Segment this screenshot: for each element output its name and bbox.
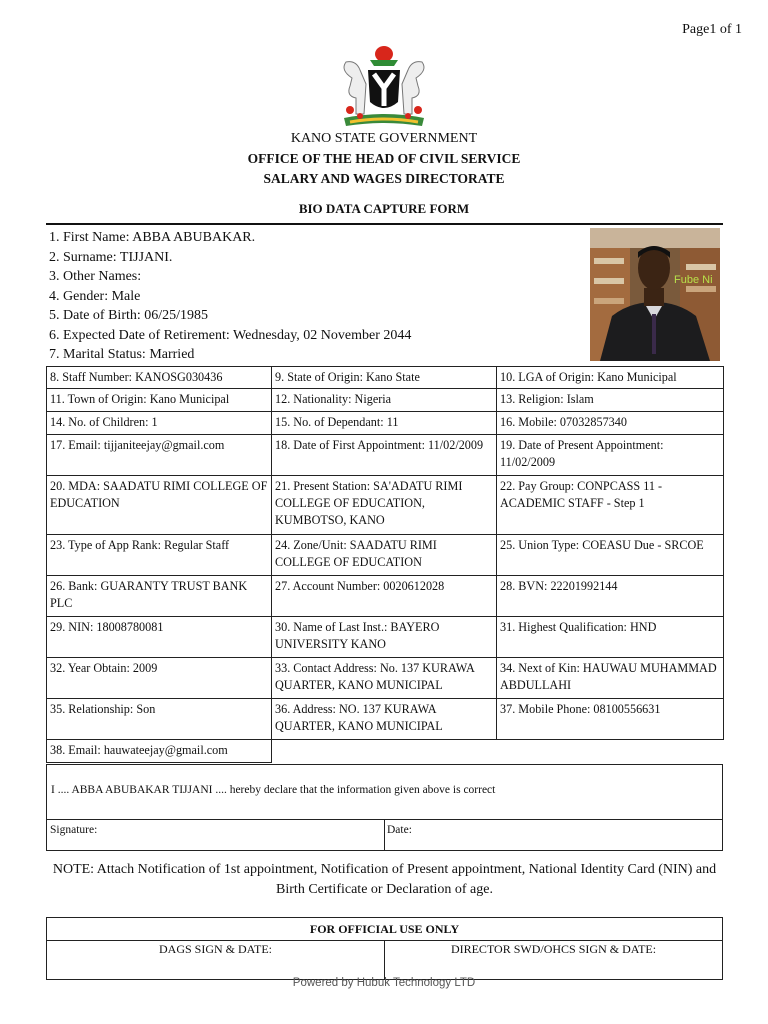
table-row [47,435,724,476]
header-state: KANO STATE GOVERNMENT [290,131,478,146]
field-mda: 20. MDA: SAADATU RIMI COLLEGE OF EDUCATION [47,476,272,535]
field-town-of-origin: 11. Town of Origin: Kano Municipal [47,389,272,412]
field-dependants: 15. No. of Dependant: 11 [272,412,497,435]
field-email: 17. Email: tijjaniteejay@gmail.com [47,435,272,476]
declaration-text: I .... ABBA ABUBAKAR TIJJANI .... hereby declare that the information given above is correct [51,784,496,796]
field-children: 14. No. of Children: 1 [47,412,272,435]
header-directorate: SALARY AND WAGES DIRECTORATE [263,171,505,186]
field-qualification: 31. Highest Qualification: HND [497,617,724,658]
field-state-of-origin: 9. State of Origin: Kano State [272,367,497,389]
photo-watermark: Fube Ni [674,274,713,286]
bio-marital-status: 7. Marital Status: Married [49,347,195,362]
director-sign-label: DIRECTOR SWD/OHCS SIGN & DATE: [450,942,657,956]
field-relationship: 35. Relationship: Son [47,699,272,740]
table-row [47,389,724,412]
nigeria-coat-of-arms-icon [330,40,438,132]
bio-other-names: 3. Other Names: [49,269,142,284]
field-present-station: 21. Present Station: SA'ADATU RIMI COLLEGE OF EDUCATION, KUMBOTSO, KANO [272,476,497,535]
field-mobile: 16. Mobile: 07032857340 [497,412,724,435]
bio-date-of-birth: 5. Date of Birth: 06/25/1985 [49,308,209,323]
field-zone-unit: 24. Zone/Unit: SAADATU RIMI COLLEGE OF EDUCATION [272,535,497,576]
bio-surname: 2. Surname: TIJJANI. [49,249,173,265]
signature-row [46,819,723,851]
table-row [47,412,724,435]
form-title: BIO DATA CAPTURE FORM [298,201,470,216]
date-label: Date: [387,824,412,836]
header-office: OFFICE OF THE HEAD OF CIVIL SERVICE [247,151,521,166]
signature-label: Signature: [50,824,98,836]
table-row [47,617,724,658]
table-row [47,576,724,617]
field-contact-address: 33. Contact Address: No. 137 KURAWA QUARTER, KANO MUNICIPAL [272,658,497,699]
field-app-rank: 23. Type of App Rank: Regular Staff [47,535,272,576]
attachment-note: NOTE: Attach Notification of 1st appointment, Notification of Present appointment, National Identity Card (NIN) and Birth Certificate or Declaration of age. [52,862,717,897]
official-use-title: FOR OFFICIAL USE ONLY [47,918,722,941]
page-number: Page1 of 1 [682,22,742,37]
official-use-box [46,917,723,980]
bio-gender: 4. Gender: Male [49,288,141,304]
passport-photo [590,228,720,361]
dags-sign-label: DAGS SIGN & DATE: [158,942,272,956]
field-pay-group: 22. Pay Group: CONPCASS 11 - ACADEMIC STAFF - Step 1 [497,476,724,535]
bio-first-name: 1. First Name: ABBA ABUBAKAR. [49,230,256,245]
field-bank: 26. Bank: GUARANTY TRUST BANK PLC [47,576,272,617]
table-row [47,476,724,535]
footer-powered-by: Powered by Hubuk Technology LTD [292,977,476,989]
field-staff-number: 8. Staff Number: KANOSG030436 [47,367,272,389]
field-nin: 29. NIN: 18008780081 [47,617,272,658]
table-row [47,699,724,740]
field-nationality: 12. Nationality: Nigeria [272,389,497,412]
bio-list [49,228,411,365]
table-row [47,535,724,576]
signature-divider [384,820,385,850]
field-bvn: 28. BVN: 22201992144 [497,576,724,617]
field-present-appointment: 19. Date of Present Appointment: 11/02/2009 [497,435,724,476]
field-kin-email: 38. Email: hauwateejay@gmail.com [47,740,272,763]
bio-retirement-date: 6. Expected Date of Retirement: Wednesday, 02 November 2044 [49,327,412,343]
table-row [47,658,724,699]
table-row [47,740,724,763]
header-rule [46,223,723,225]
field-religion: 13. Religion: Islam [497,389,724,412]
field-account-number: 27. Account Number: 0020612028 [272,576,497,617]
table-row [47,367,724,389]
field-last-institution: 30. Name of Last Inst.: BAYERO UNIVERSITY KANO [272,617,497,658]
table-empty-cell [272,740,724,763]
bio-data-table [46,366,724,763]
field-lga-of-origin: 10. LGA of Origin: Kano Municipal [497,367,724,389]
field-first-appointment: 18. Date of First Appointment: 11/02/2009 [272,435,497,476]
field-kin-mobile: 37. Mobile Phone: 08100556631 [497,699,724,740]
declaration-box [46,764,723,820]
field-union-type: 25. Union Type: COEASU Due - SRCOE [497,535,724,576]
field-next-of-kin: 34. Next of Kin: HAUWAU MUHAMMAD ABDULLAHI [497,658,724,699]
field-kin-address: 36. Address: NO. 137 KURAWA QUARTER, KANO MUNICIPAL [272,699,497,740]
field-year-obtained: 32. Year Obtain: 2009 [47,658,272,699]
